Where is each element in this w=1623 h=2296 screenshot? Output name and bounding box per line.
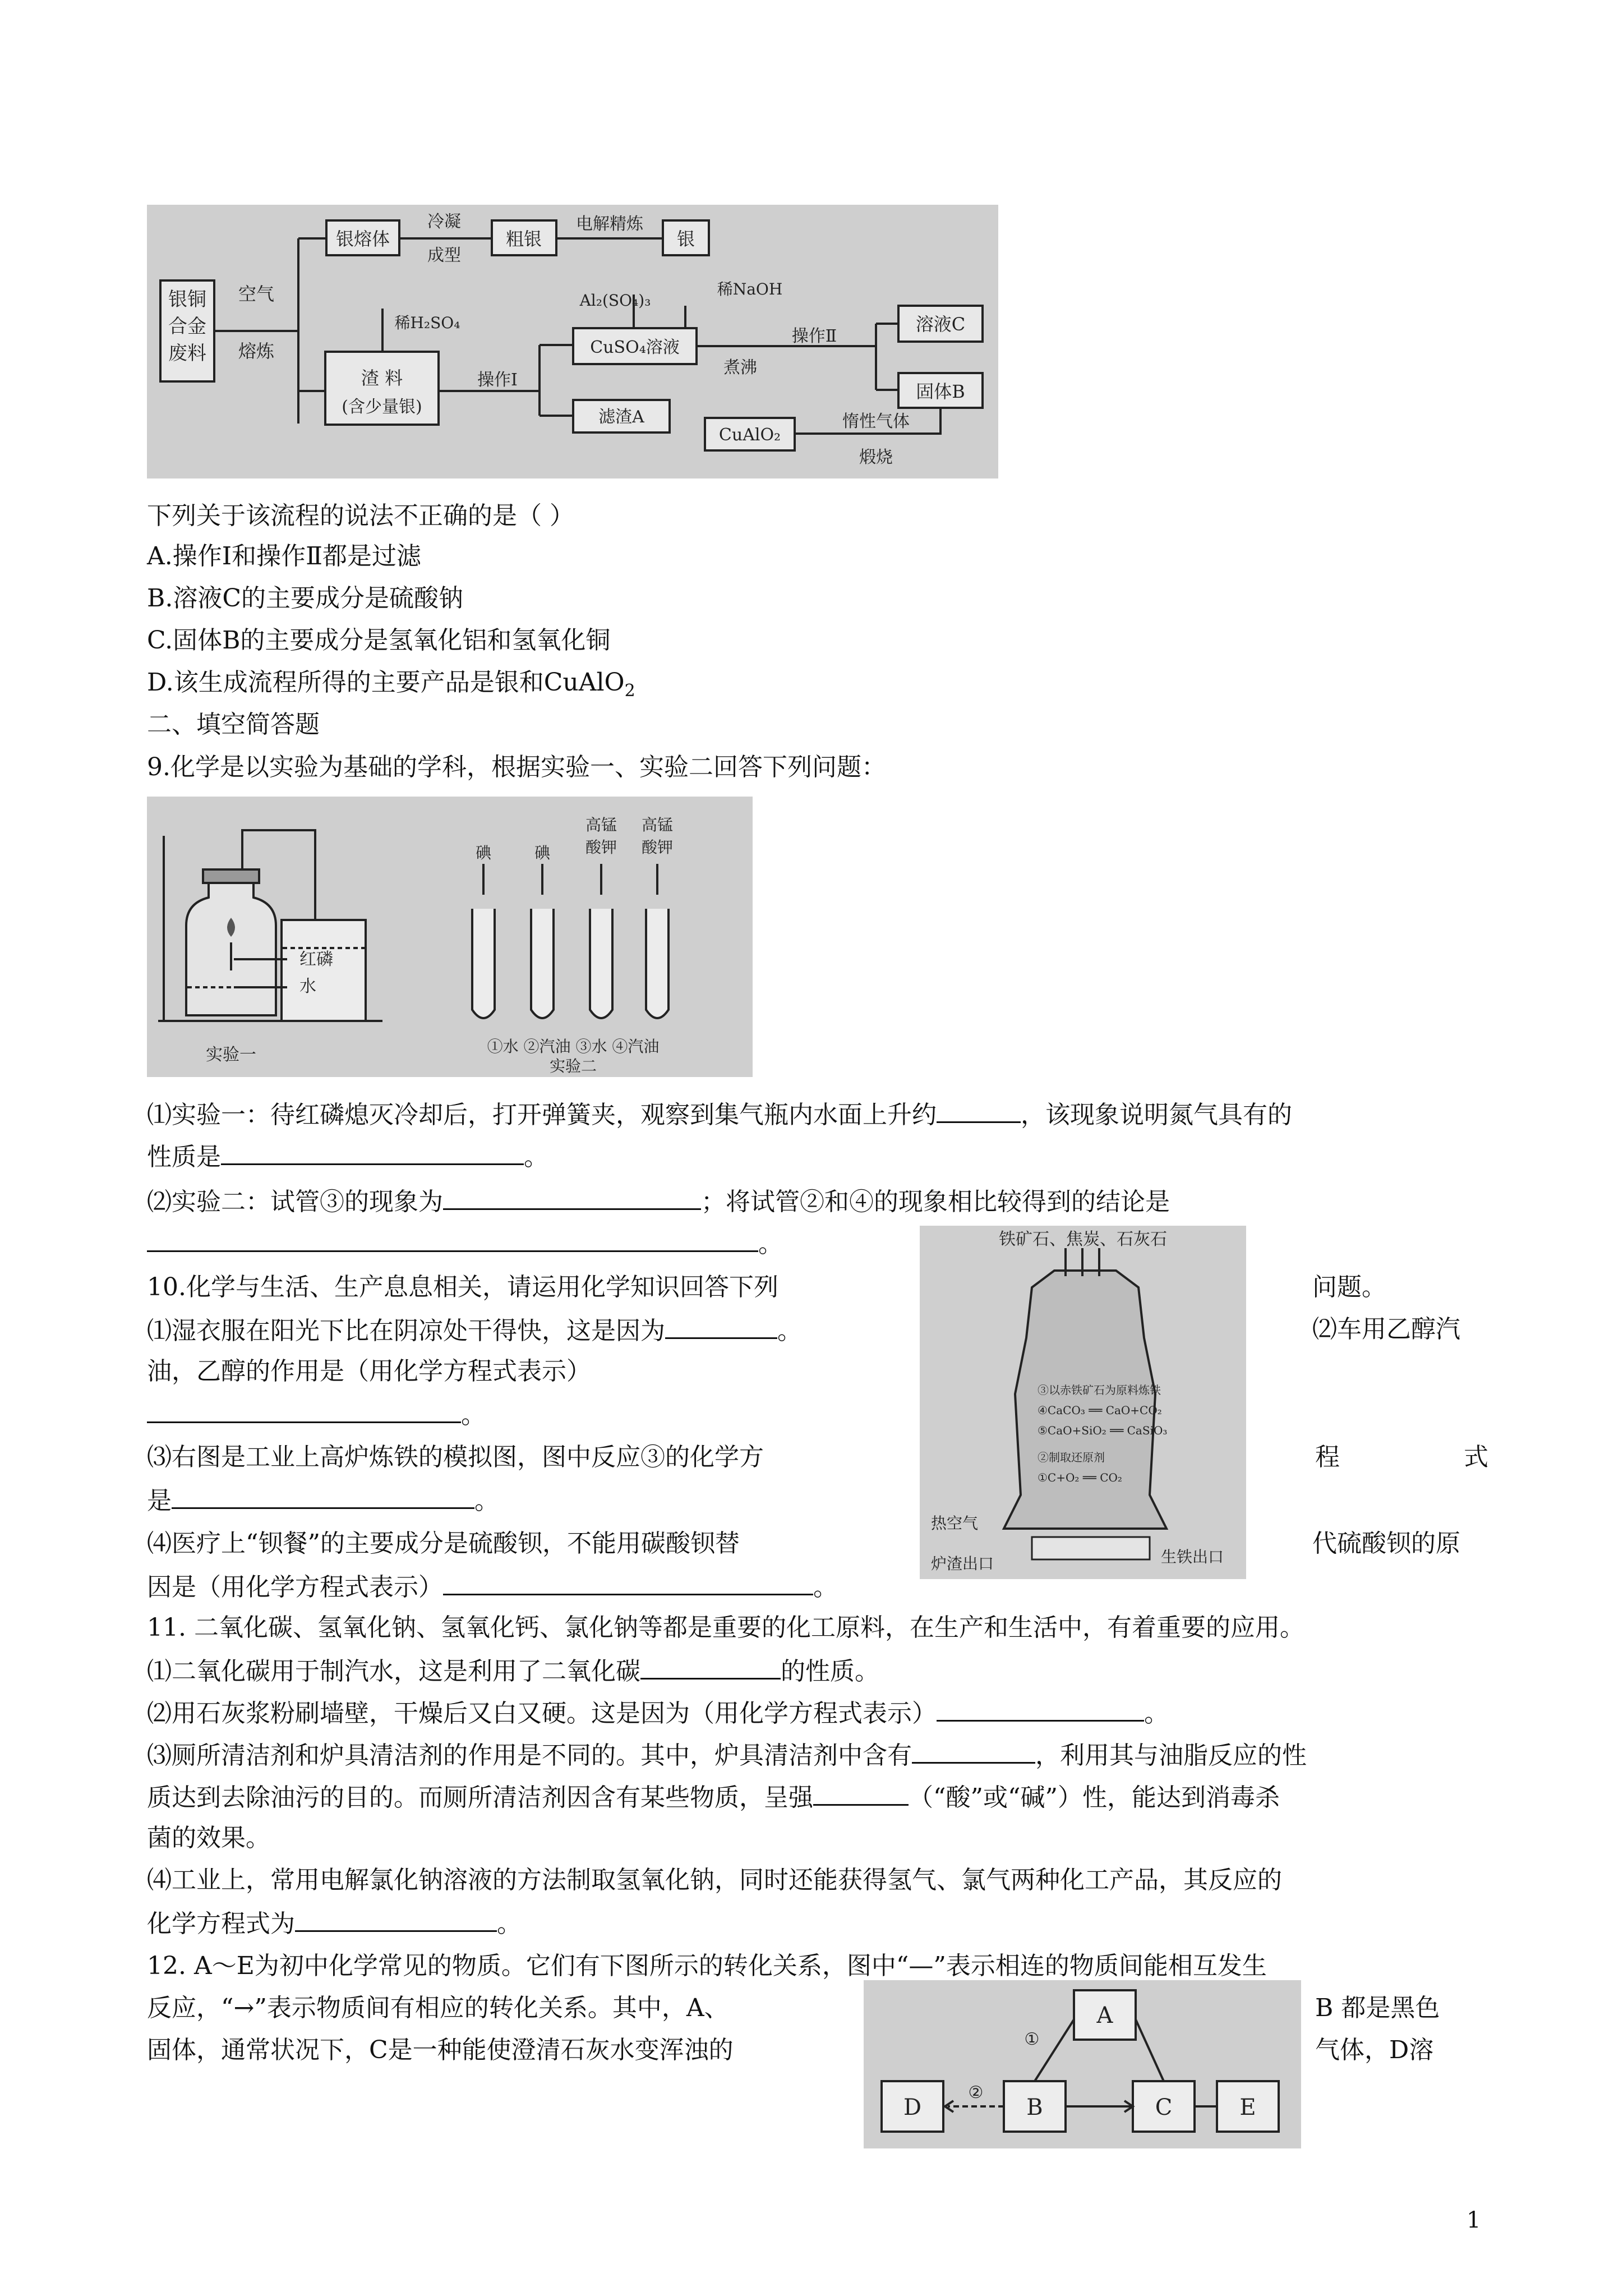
refine-label: 电解精炼 (576, 214, 643, 234)
slag-label: 渣 料 (361, 367, 403, 389)
slag-outlet-label: 炉渣出口 (931, 1554, 994, 1573)
q8-option-d (147, 666, 635, 708)
cool-label: 冷凝 (427, 212, 461, 232)
alloy-label-1: 银铜 (168, 288, 206, 311)
q11-part1 (147, 1653, 879, 1688)
relationship-diagram (864, 1980, 1301, 2148)
q10-blank-4[interactable] (443, 1569, 813, 1595)
q12-line1: 12. A～E为初中化学常见的物质。它们有下图所示的转化关系，图中“—”表示相连的物质间能相互发生 (147, 1952, 1267, 1980)
q10-line5: ⑶右图是工业上高炉炼铁的模拟图，图中反应③的化学方 (147, 1443, 764, 1471)
q10-line6 (147, 1483, 499, 1518)
q10-line2 (147, 1313, 802, 1348)
q11-part3-line2 (147, 1779, 1280, 1815)
q9-p1-a: ⑴实验一：待红磷熄灭冷却后，打开弹簧夹，观察到集气瓶内水面上升约 (147, 1101, 937, 1129)
iron-outlet-label: 生铁出口 (1161, 1548, 1224, 1566)
q11-part2 (147, 1695, 1169, 1731)
q10-blank-2[interactable] (147, 1397, 461, 1423)
q11-p3-b: ，利用其与油脂反应的性 (1035, 1741, 1307, 1770)
q10-l4-end: 。 (461, 1401, 486, 1429)
node-b: B (1026, 2095, 1043, 2120)
q11-part4-line2 (147, 1906, 522, 1941)
op2-label: 操作Ⅱ (791, 326, 837, 346)
shape-label: 成型 (427, 246, 461, 265)
q9-part2-line1 (147, 1184, 1170, 1219)
boil-label: 煮沸 (723, 358, 757, 378)
q9-p1-b: ，该现象说明氮气具有的 (1021, 1101, 1292, 1129)
q11-p4-b: 化学方程式为 (147, 1910, 295, 1938)
blast-furnace-figure (920, 1226, 1246, 1579)
cualo2-label: CuAlO₂ (718, 425, 781, 445)
q11-p4-c: 。 (497, 1910, 522, 1938)
q10-l2: ⑴湿衣服在阳光下比在阴凉处干得快，这是因为 (147, 1317, 665, 1345)
q9-part2-line2 (147, 1226, 783, 1261)
hot-air-label: 热空气 (931, 1514, 979, 1533)
alloy-label-2: 合金 (168, 315, 206, 338)
iodine-label-1: 碘 (475, 844, 492, 862)
q9-part1-line2 (147, 1139, 548, 1174)
q10-line5-right-2: 式 (1464, 1443, 1488, 1471)
residue-a-label: 滤渣A (598, 407, 644, 427)
inert-gas-label: 惰性气体 (842, 412, 910, 431)
node-c: C (1155, 2095, 1173, 2120)
node-d: D (903, 2095, 922, 2120)
marker-1: ① (1024, 2030, 1040, 2049)
q10-line7: ⑷医疗上“钡餐”的主要成分是硫酸钡，不能用碳酸钡替 (147, 1529, 740, 1558)
node-a: A (1096, 2003, 1113, 2028)
q11-p3-d: （“酸”或“碱”）性，能达到消毒杀 (909, 1783, 1280, 1812)
q9-p2-b: ；将试管②和④的现象相比较得到的结论是 (701, 1188, 1170, 1216)
q9-blank-1[interactable] (937, 1097, 1021, 1123)
q8-stem: 下列关于该流程的说法不正确的是（ ） (147, 501, 574, 530)
q8-option-d-sub: 2 (624, 680, 635, 701)
q10-line1-right: 问题。 (1312, 1273, 1386, 1301)
smelt-label: 熔炼 (238, 341, 275, 362)
op1-label: 操作Ⅰ (477, 370, 518, 390)
q10-blank-1[interactable] (665, 1313, 777, 1339)
q12-line3: 固体，通常状况下，C是一种能使澄清石灰水变浑浊的 (147, 2036, 734, 2064)
section-heading: 二、填空简答题 (147, 710, 320, 739)
q8-option-d-text: D.该生成流程所得的主要产品是银和CuAlO (147, 668, 625, 697)
q10-line5-right-1: 程 (1315, 1443, 1340, 1471)
q8-option-c: C.固体B的主要成分是氢氧化铝和氢氧化铜 (147, 626, 611, 655)
q11-p3-a: ⑶厕所清洁剂和炉具清洁剂的作用是不同的。其中，炉具清洁剂中含有 (147, 1741, 912, 1770)
q9-part1-line1 (147, 1097, 1292, 1132)
naoh-label: 稀NaOH (717, 280, 783, 298)
kmno4-label-2a: 高锰 (641, 816, 674, 834)
q9-p1-c: 性质是 (147, 1143, 221, 1171)
slag-sub-label: (含少量银) (342, 397, 422, 417)
q12-line3-right: 气体，D溶 (1315, 2036, 1434, 2064)
calcine-label: 煅烧 (859, 448, 893, 467)
q9-p1-d: 。 (524, 1143, 548, 1171)
q11-part4-line1: ⑷工业上，常用电解氯化钠溶液的方法制取氢氧化钠，同时还能获得氢气、氯气两种化工产品，其反应的 (147, 1866, 1282, 1894)
q10-l2-end: 。 (777, 1317, 802, 1345)
silver-label: 银 (676, 228, 695, 250)
q10-line2-right: ⑵车用乙醇汽 (1312, 1315, 1460, 1343)
water-label: 水 (299, 977, 316, 996)
q10-line8 (147, 1569, 838, 1604)
q10-l6-end: 。 (474, 1487, 499, 1515)
q9-p2-c: 。 (758, 1230, 783, 1258)
solid-b-label: 固体B (916, 381, 965, 402)
q11-blank-4[interactable] (813, 1779, 909, 1806)
q10-line4 (147, 1397, 486, 1432)
tubes-label: ①水 ②汽油 ③水 ④汽油 (487, 1037, 660, 1056)
reaction-0: ③以赤铁矿石为原料炼铁 (1038, 1383, 1161, 1397)
solution-c-label: 溶液C (915, 314, 966, 335)
q11-part3-line1 (147, 1737, 1307, 1773)
q9-p2-a: ⑵实验二：试管③的现象为 (147, 1188, 443, 1216)
red-phosphorus-label: 红磷 (299, 950, 333, 969)
q10-line7-right: 代硫酸钡的原 (1312, 1529, 1460, 1558)
q9-stem: 9.化学是以实验为基础的学科，根据实验一、实验二回答下列问题： (147, 753, 886, 781)
crude-silver-label: 粗银 (505, 228, 542, 250)
q9-blank-2[interactable] (221, 1139, 524, 1165)
furnace-top-label: 铁矿石、焦炭、石灰石 (999, 1230, 1167, 1249)
q11-p2-b: 。 (1144, 1699, 1169, 1728)
q11-p1-b: 的性质。 (781, 1657, 879, 1686)
al2so4-label: Al₂(SO₄)₃ (579, 291, 651, 310)
h2so4-label: 稀H₂SO₄ (394, 314, 460, 332)
q8-option-a: A.操作Ⅰ和操作Ⅱ都是过滤 (147, 542, 422, 570)
q11-stem: 11. 二氧化碳、氢氧化钠、氢氧化钙、氯化钠等都是重要的化工原料，在生产和生活中，有着重要的应用。 (147, 1613, 1304, 1642)
q10-l8: 因是（用化学方程式表示） (147, 1573, 443, 1602)
q11-blank-1[interactable] (640, 1653, 781, 1680)
q12-line2: 反应，“→”表示物质间有相应的转化关系。其中，A、 (147, 1994, 729, 2022)
flowchart-figure (147, 205, 998, 478)
melt-label: 银熔体 (335, 228, 390, 250)
reaction-1: ④CaCO₃ ══ CaO+CO₂ (1038, 1404, 1162, 1417)
q10-line3: 油，乙醇的作用是（用化学方程式表示） (147, 1357, 591, 1386)
experiment-one-label: 实验一 (206, 1045, 256, 1065)
marker-2: ② (968, 2083, 984, 2102)
q11-part3-line3: 菌的效果。 (147, 1824, 270, 1852)
q9-blank-3[interactable] (443, 1184, 701, 1210)
q11-blank-5[interactable] (295, 1906, 497, 1932)
experiment-two-label: 实验二 (549, 1057, 597, 1075)
q9-blank-4[interactable] (147, 1226, 758, 1252)
node-e: E (1239, 2095, 1256, 2120)
reaction-4: ①C+O₂ ══ CO₂ (1038, 1471, 1122, 1484)
q12-line2-right: B 都是黑色 (1315, 1994, 1440, 2022)
kmno4-label-1a: 高锰 (585, 816, 617, 834)
q10-l8-end: 。 (813, 1573, 838, 1602)
q10-blank-3[interactable] (172, 1483, 474, 1509)
iodine-label-2: 碘 (534, 844, 551, 862)
q8-option-b: B.溶液C的主要成分是硫酸钠 (147, 584, 463, 613)
alloy-label-3: 废料 (168, 342, 206, 365)
cuso4-label: CuSO₄溶液 (590, 338, 680, 357)
q11-p3-c: 质达到去除油污的目的。而厕所清洁剂因含有某些物质，呈强 (147, 1783, 813, 1812)
q11-p2-a: ⑵用石灰浆粉刷墙壁，干燥后又白又硬。这是因为（用化学方程式表示） (147, 1699, 937, 1728)
q10-line1: 10.化学与生活、生产息息相关，请运用化学知识回答下列 (147, 1273, 778, 1301)
air-label: 空气 (238, 283, 275, 305)
experiment-figure (147, 797, 753, 1077)
q11-p1-a: ⑴二氧化碳用于制汽水，这是利用了二氧化碳 (147, 1657, 640, 1686)
reaction-3: ②制取还原剂 (1038, 1451, 1105, 1464)
q10-l6: 是 (147, 1487, 172, 1515)
kmno4-label-2b: 酸钾 (641, 838, 674, 857)
q11-blank-2[interactable] (937, 1695, 1144, 1722)
page-number: 1 (1467, 2207, 1481, 2233)
reaction-2: ⑤CaO+SiO₂ ══ CaSiO₃ (1038, 1424, 1168, 1437)
q11-blank-3[interactable] (912, 1737, 1035, 1764)
kmno4-label-1b: 酸钾 (585, 838, 617, 857)
